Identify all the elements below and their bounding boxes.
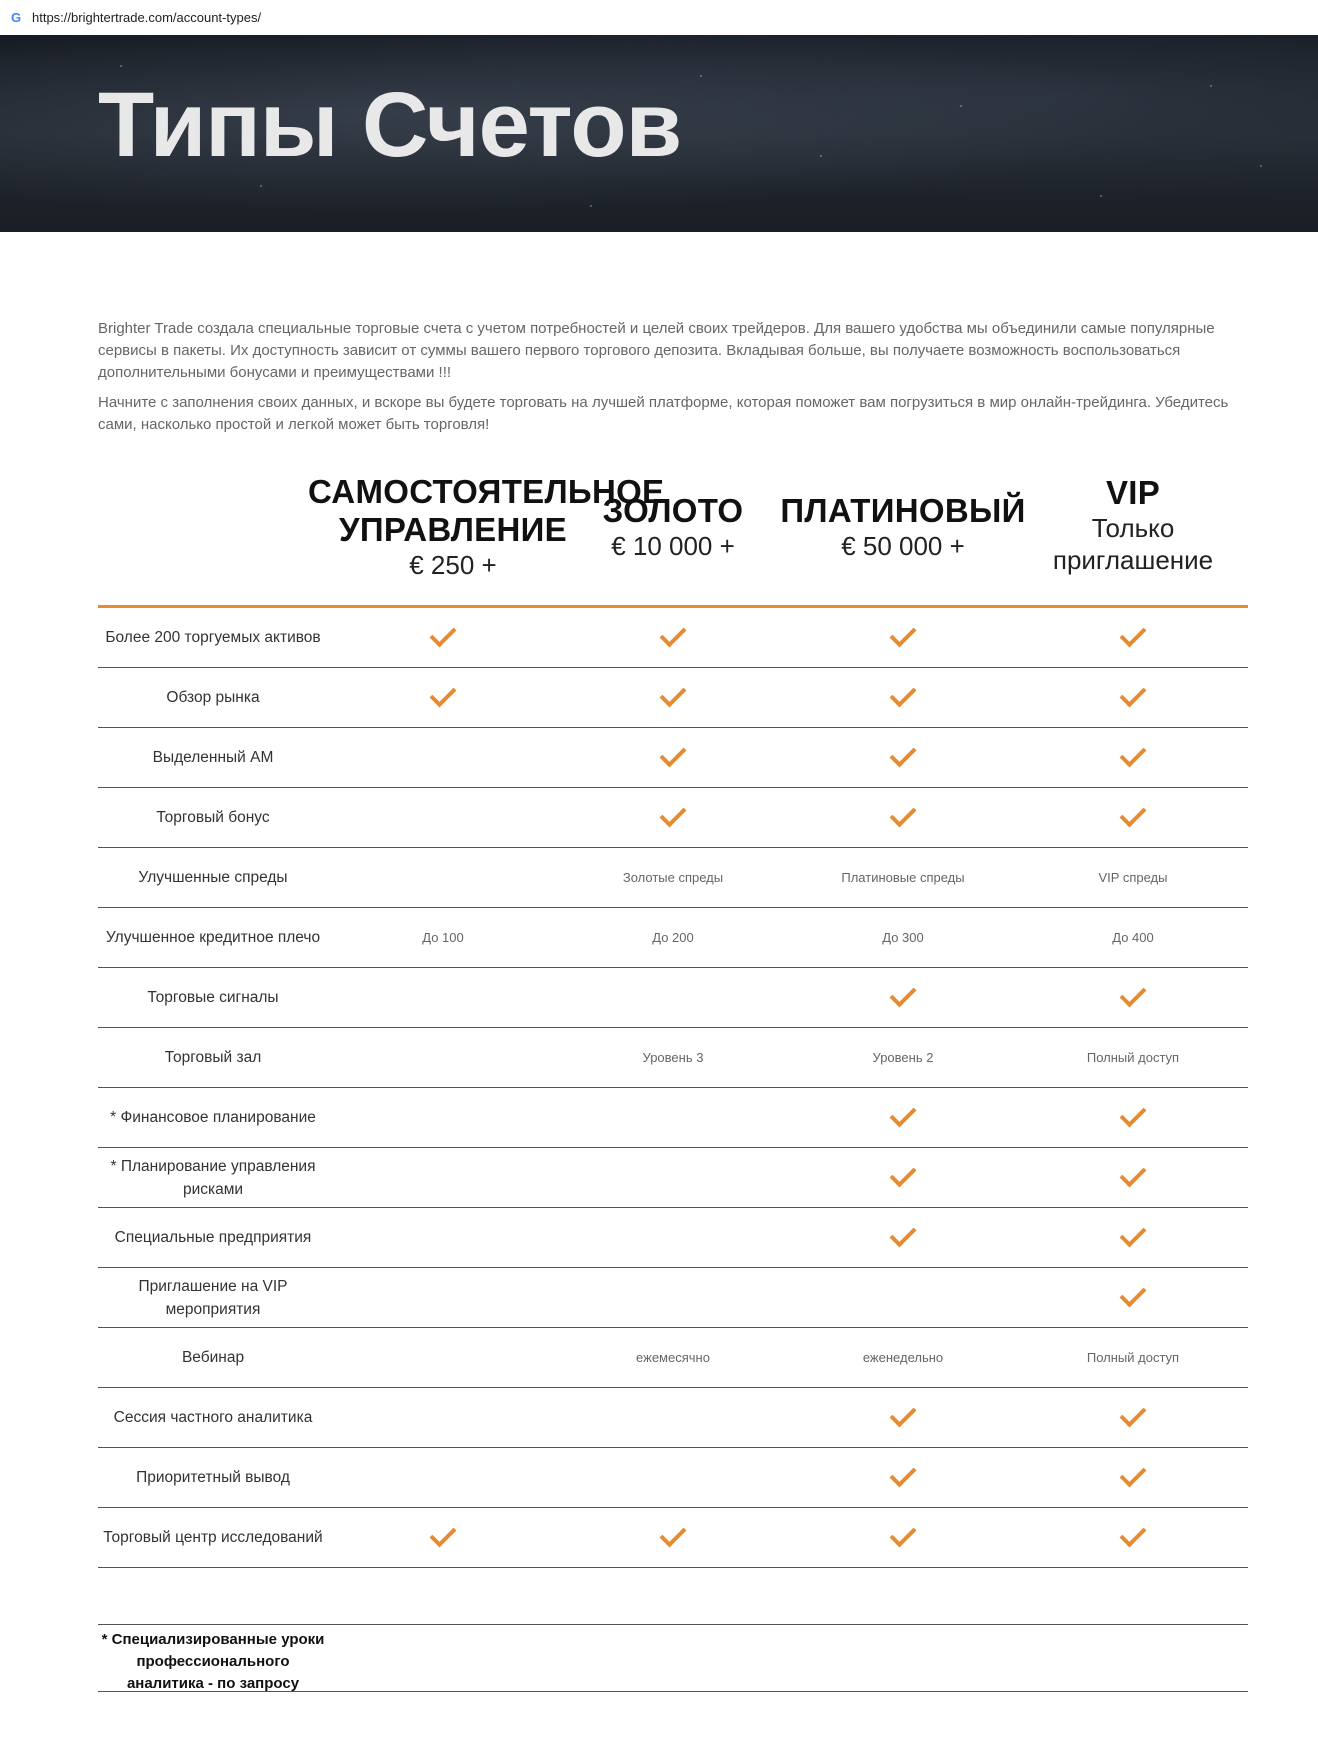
feature-cell: [788, 1508, 1018, 1567]
feature-cell: [788, 968, 1018, 1027]
feature-cell: [788, 608, 1018, 667]
check-icon: [1120, 1100, 1147, 1127]
hero-banner: [0, 35, 1318, 232]
feature-cell: [558, 728, 788, 787]
table-row: [98, 1088, 1248, 1148]
feature-cell: [1018, 1448, 1248, 1507]
feature-cell: [1018, 1508, 1248, 1567]
footnote-text: * Специализированные уроки профессионального аналитика - по запросу: [101, 1631, 325, 1692]
feature-label: Более 200 торгуемых активов: [105, 629, 321, 646]
check-icon: [1120, 1460, 1147, 1487]
plan-name: САМОСТОЯТЕЛЬНОЕ: [308, 473, 665, 510]
plan-name: VIP: [1105, 474, 1161, 511]
check-icon: [660, 1520, 687, 1547]
feature-cell: [558, 968, 788, 1027]
feature-cell: [328, 788, 558, 847]
check-icon: [890, 1520, 917, 1547]
page-title: Типы Счетов: [98, 74, 682, 176]
feature-label: Улучшенное кредитное плечо: [105, 929, 321, 946]
feature-cell: [788, 1448, 1018, 1507]
feature-cell: Платиновые спреды: [841, 870, 965, 885]
plan-header-self-managed: [308, 473, 665, 581]
feature-cell: [328, 1208, 558, 1267]
check-icon: [660, 800, 687, 827]
check-icon: [890, 620, 917, 647]
feature-cell: [788, 1088, 1018, 1147]
feature-cell: [328, 668, 558, 727]
feature-cell: [1018, 788, 1248, 847]
feature-cell: ежемесячно: [636, 1350, 710, 1365]
feature-label: * Финансовое планирование: [110, 1109, 316, 1126]
feature-cell: [788, 728, 1018, 787]
plan-price: Только: [1091, 513, 1175, 543]
plan-name: УПРАВЛЕНИЕ: [339, 511, 567, 548]
feature-cell: [558, 608, 788, 667]
feature-label: Вебинар: [181, 1349, 245, 1366]
feature-cell: [328, 1508, 558, 1567]
feature-cell: [558, 1388, 788, 1447]
feature-label: Торговый центр исследований: [103, 1529, 323, 1546]
table-row: [98, 848, 1248, 908]
feature-cell: [328, 1088, 558, 1147]
check-icon: [890, 980, 917, 1007]
feature-cell: [1018, 608, 1248, 667]
url-text[interactable]: https://brightertrade.com/account-types/: [32, 10, 262, 25]
plan-name: ЗОЛОТО: [602, 492, 744, 529]
plan-name: ПЛАТИНОВЫЙ: [780, 492, 1026, 529]
check-icon: [1120, 1400, 1147, 1427]
feature-cell: [788, 668, 1018, 727]
feature-cell: [1018, 1148, 1248, 1207]
feature-cell: [328, 1028, 558, 1087]
plan-price: € 250 +: [409, 550, 497, 580]
feature-cell: Золотые спреды: [622, 870, 724, 885]
feature-cell: [328, 1328, 558, 1387]
plan-header-gold: [558, 492, 788, 562]
plan-price: € 10 000 +: [611, 531, 735, 561]
feature-label: Торговый зал: [164, 1049, 262, 1066]
feature-cell: [558, 1508, 788, 1567]
check-icon: [660, 620, 687, 647]
feature-label: Торговый бонус: [156, 809, 270, 826]
check-icon: [890, 1220, 917, 1247]
feature-cell: [328, 1448, 558, 1507]
check-icon: [1120, 1160, 1147, 1187]
feature-cell: Уровень 3: [642, 1050, 704, 1065]
feature-cell: [328, 1148, 558, 1207]
table-row: [98, 1448, 1248, 1508]
feature-cell: [1018, 728, 1248, 787]
feature-cell: VIP спреды: [1098, 870, 1168, 885]
feature-label: Сессия частного аналитика: [113, 1409, 313, 1426]
feature-cell: [558, 1448, 788, 1507]
feature-cell: [1018, 1088, 1248, 1147]
check-icon: [1120, 800, 1147, 827]
table-row: [98, 608, 1248, 668]
check-icon: [1120, 1280, 1147, 1307]
feature-label: Приоритетный вывод: [136, 1469, 290, 1486]
check-icon: [890, 1400, 917, 1427]
feature-cell: Полный доступ: [1086, 1050, 1180, 1065]
check-icon: [890, 1460, 917, 1487]
feature-cell: [788, 1388, 1018, 1447]
table-row: [98, 968, 1248, 1028]
table-header: [98, 470, 1248, 608]
feature-cell: До 400: [1112, 930, 1154, 945]
table-row: [98, 908, 1248, 968]
feature-cell: До 300: [882, 930, 924, 945]
feature-cell: [1018, 668, 1248, 727]
plan-header-platinum: [778, 492, 1028, 562]
feature-cell: [558, 1208, 788, 1267]
check-icon: [1120, 620, 1147, 647]
table-row: [98, 1028, 1248, 1088]
table-row: [98, 788, 1248, 848]
feature-cell: Уровень 2: [872, 1050, 934, 1065]
intro-paragraph-1: Brighter Trade создала специальные торговые счета с учетом потребностей и целей своих трейдеров. Для вашего удобства мы объединили самые популярные сервисы в пакеты. Их доступность зависит от суммы вашего первого торгового депозита. Вкладывая больше, вы получаете возможность воспользоваться дополнительными бонусами и преимуществами !!!: [98, 320, 1215, 381]
check-icon: [430, 1520, 457, 1547]
feature-cell: [558, 788, 788, 847]
feature-cell: До 200: [652, 930, 694, 945]
check-icon: [890, 740, 917, 767]
feature-label: Специальные предприятия: [114, 1229, 312, 1246]
check-icon: [890, 1100, 917, 1127]
feature-cell: [1018, 1268, 1248, 1327]
check-icon: [1120, 1220, 1147, 1247]
feature-cell: Полный доступ: [1086, 1350, 1180, 1365]
feature-cell: [788, 788, 1018, 847]
check-icon: [660, 680, 687, 707]
browser-address-bar[interactable]: [0, 0, 1318, 36]
feature-cell: [1018, 968, 1248, 1027]
feature-cell: [558, 1088, 788, 1147]
feature-cell: [1018, 1388, 1248, 1447]
check-icon: [1120, 680, 1147, 707]
check-icon: [430, 620, 457, 647]
check-icon: [890, 800, 917, 827]
feature-cell: [328, 608, 558, 667]
table-row: [98, 1508, 1248, 1568]
intro-text: [98, 318, 1238, 444]
plan-price: приглашение: [1052, 545, 1214, 575]
feature-cell: [1018, 1208, 1248, 1267]
table-row: [98, 1268, 1248, 1328]
check-icon: [1120, 740, 1147, 767]
footnote: [98, 1624, 1248, 1692]
feature-cell: До 100: [422, 930, 464, 945]
feature-cell: [558, 1268, 788, 1327]
check-icon: [660, 740, 687, 767]
feature-label: Торговые сигналы: [147, 989, 279, 1006]
table-row: [98, 1208, 1248, 1268]
google-icon: G: [10, 10, 22, 25]
feature-label: Обзор рынка: [166, 689, 260, 706]
intro-paragraph-2: Начните с заполнения своих данных, и вскоре вы будете торговать на лучшей платформе, которая поможет вам погрузиться в мир онлайн-трейдинга. Убедитесь сами, насколько простой и легкой может быть торговля!: [98, 394, 1229, 433]
account-types-table: [98, 470, 1248, 1568]
feature-cell: [328, 1388, 558, 1447]
table-row: [98, 668, 1248, 728]
feature-label: Улучшенные спреды: [138, 869, 288, 886]
check-icon: [1120, 980, 1147, 1007]
check-icon: [890, 1160, 917, 1187]
feature-cell: [788, 1208, 1018, 1267]
check-icon: [1120, 1520, 1147, 1547]
feature-cell: [328, 968, 558, 1027]
feature-cell: [328, 1268, 558, 1327]
check-icon: [430, 680, 457, 707]
feature-cell: [328, 728, 558, 787]
feature-cell: [328, 848, 558, 907]
feature-rows: [98, 608, 1248, 1568]
check-icon: [890, 680, 917, 707]
feature-label: * Планирование управления рисками: [110, 1157, 316, 1198]
table-row: [98, 1388, 1248, 1448]
table-row: [98, 1328, 1248, 1388]
feature-cell: [788, 1148, 1018, 1207]
feature-cell: [558, 668, 788, 727]
plan-header-vip: [1018, 474, 1248, 576]
feature-cell: [558, 1148, 788, 1207]
feature-cell: [788, 1268, 1018, 1327]
feature-cell: еженедельно: [862, 1350, 944, 1365]
feature-label: Выделенный AM: [152, 749, 274, 766]
plan-price: € 50 000 +: [841, 531, 965, 561]
table-row: [98, 728, 1248, 788]
feature-label: Приглашение на VIP мероприятия: [138, 1277, 288, 1318]
table-row: [98, 1148, 1248, 1208]
